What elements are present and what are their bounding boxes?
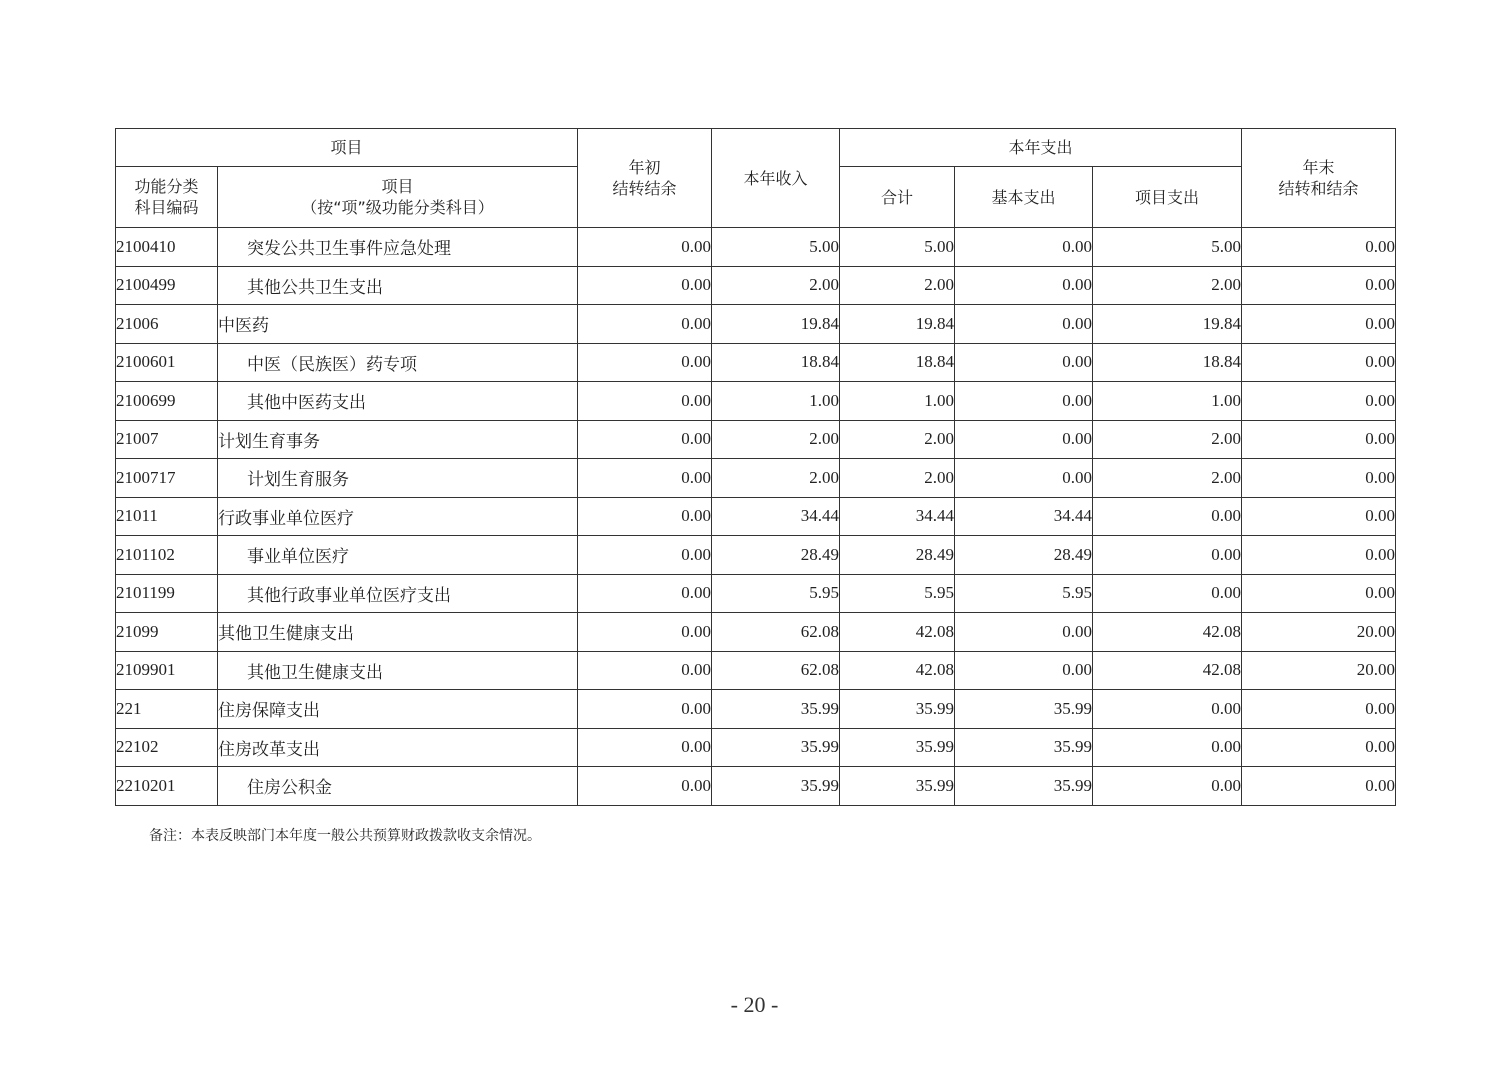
cell-end-balance: 0.00 [1242,690,1396,729]
cell-name: 其他中医药支出 [218,382,578,421]
cell-code: 21099 [116,613,218,652]
cell-expense-basic: 0.00 [955,420,1093,459]
cell-income: 2.00 [712,420,840,459]
cell-expense-project: 0.00 [1093,497,1242,536]
header-expense-group: 本年支出 [840,129,1242,167]
table-row [116,420,1396,459]
header-project-group: 项目 [116,129,578,167]
cell-income: 62.08 [712,613,840,652]
cell-begin-balance: 0.00 [578,613,712,652]
cell-name: 计划生育服务 [218,459,578,498]
table-row [116,728,1396,767]
cell-code: 2100699 [116,382,218,421]
cell-expense-basic: 35.99 [955,728,1093,767]
header-income: 本年收入 [712,129,840,228]
cell-expense-total: 1.00 [840,382,955,421]
cell-expense-project: 42.08 [1093,651,1242,690]
cell-end-balance: 0.00 [1242,305,1396,344]
cell-expense-total: 19.84 [840,305,955,344]
cell-expense-total: 35.99 [840,767,955,806]
cell-name: 行政事业单位医疗 [218,497,578,536]
cell-expense-project: 42.08 [1093,613,1242,652]
cell-expense-total: 42.08 [840,613,955,652]
cell-income: 35.99 [712,690,840,729]
cell-income: 2.00 [712,459,840,498]
header-begin-balance: 年初 结转结余 [578,129,712,228]
cell-expense-total: 2.00 [840,266,955,305]
cell-code: 2109901 [116,651,218,690]
cell-expense-basic: 35.99 [955,690,1093,729]
table-row [116,767,1396,806]
table-row [116,536,1396,575]
table-row [116,613,1396,652]
cell-begin-balance: 0.00 [578,690,712,729]
cell-begin-balance: 0.00 [578,536,712,575]
page-number: - 20 - [730,992,779,1017]
cell-expense-basic: 0.00 [955,613,1093,652]
cell-code: 2100601 [116,343,218,382]
cell-code: 2101102 [116,536,218,575]
cell-code: 2210201 [116,767,218,806]
table-row [116,497,1396,536]
cell-expense-basic: 0.00 [955,382,1093,421]
cell-name: 计划生育事务 [218,420,578,459]
cell-end-balance: 0.00 [1242,536,1396,575]
budget-table [115,128,1396,806]
cell-name: 其他卫生健康支出 [218,651,578,690]
cell-income: 5.00 [712,228,840,267]
cell-code: 2100499 [116,266,218,305]
cell-expense-project: 18.84 [1093,343,1242,382]
cell-expense-project: 19.84 [1093,305,1242,344]
cell-name: 中医药 [218,305,578,344]
table-row [116,343,1396,382]
cell-income: 2.00 [712,266,840,305]
cell-end-balance: 0.00 [1242,343,1396,382]
cell-name: 其他行政事业单位医疗支出 [218,574,578,613]
cell-expense-project: 0.00 [1093,574,1242,613]
cell-expense-project: 0.00 [1093,690,1242,729]
cell-end-balance: 0.00 [1242,728,1396,767]
cell-income: 5.95 [712,574,840,613]
cell-expense-total: 34.44 [840,497,955,536]
cell-expense-project: 1.00 [1093,382,1242,421]
table-row [116,651,1396,690]
header-end-balance: 年末 结转和结余 [1242,129,1396,228]
cell-code: 22102 [116,728,218,767]
cell-expense-project: 5.00 [1093,228,1242,267]
cell-name: 突发公共卫生事件应急处理 [218,228,578,267]
cell-expense-basic: 5.95 [955,574,1093,613]
cell-begin-balance: 0.00 [578,459,712,498]
cell-expense-project: 2.00 [1093,266,1242,305]
header-expense-total: 合计 [840,167,955,228]
cell-expense-total: 42.08 [840,651,955,690]
cell-end-balance: 0.00 [1242,574,1396,613]
cell-income: 28.49 [712,536,840,575]
cell-income: 35.99 [712,767,840,806]
cell-begin-balance: 0.00 [578,420,712,459]
cell-income: 1.00 [712,382,840,421]
cell-code: 221 [116,690,218,729]
cell-income: 19.84 [712,305,840,344]
cell-expense-basic: 34.44 [955,497,1093,536]
cell-begin-balance: 0.00 [578,728,712,767]
cell-end-balance: 0.00 [1242,497,1396,536]
cell-name: 住房改革支出 [218,728,578,767]
cell-begin-balance: 0.00 [578,228,712,267]
cell-begin-balance: 0.00 [578,382,712,421]
cell-expense-basic: 0.00 [955,651,1093,690]
cell-name: 事业单位医疗 [218,536,578,575]
cell-expense-total: 28.49 [840,536,955,575]
header-name: 项目 （按“项”级功能分类科目） [218,167,578,228]
cell-expense-total: 18.84 [840,343,955,382]
cell-income: 62.08 [712,651,840,690]
cell-name: 中医（民族医）药专项 [218,343,578,382]
table-row [116,574,1396,613]
table-row [116,459,1396,498]
footnote: 备注：本表反映部门本年度一般公共预算财政拨款收支余情况。 [149,828,541,844]
cell-end-balance: 0.00 [1242,459,1396,498]
cell-begin-balance: 0.00 [578,343,712,382]
cell-expense-total: 35.99 [840,728,955,767]
cell-end-balance: 0.00 [1242,767,1396,806]
table-row [116,690,1396,729]
cell-code: 2100717 [116,459,218,498]
cell-expense-project: 2.00 [1093,420,1242,459]
cell-income: 35.99 [712,728,840,767]
header-expense-basic: 基本支出 [955,167,1093,228]
cell-expense-project: 0.00 [1093,728,1242,767]
cell-expense-basic: 35.99 [955,767,1093,806]
cell-expense-project: 2.00 [1093,459,1242,498]
cell-income: 18.84 [712,343,840,382]
table-row [116,382,1396,421]
cell-expense-basic: 28.49 [955,536,1093,575]
cell-begin-balance: 0.00 [578,305,712,344]
cell-expense-basic: 0.00 [955,305,1093,344]
cell-name: 其他公共卫生支出 [218,266,578,305]
cell-begin-balance: 0.00 [578,651,712,690]
cell-expense-basic: 0.00 [955,266,1093,305]
cell-code: 21006 [116,305,218,344]
cell-expense-total: 2.00 [840,459,955,498]
header-code: 功能分类 科目编码 [116,167,218,228]
header-expense-project: 项目支出 [1093,167,1242,228]
cell-expense-total: 5.95 [840,574,955,613]
cell-expense-basic: 0.00 [955,343,1093,382]
cell-code: 21007 [116,420,218,459]
cell-end-balance: 0.00 [1242,382,1396,421]
table-row [116,228,1396,267]
cell-end-balance: 20.00 [1242,613,1396,652]
table-body [116,228,1396,806]
cell-code: 21011 [116,497,218,536]
cell-end-balance: 0.00 [1242,420,1396,459]
cell-expense-total: 5.00 [840,228,955,267]
cell-name: 其他卫生健康支出 [218,613,578,652]
cell-name: 住房保障支出 [218,690,578,729]
cell-expense-project: 0.00 [1093,767,1242,806]
cell-end-balance: 20.00 [1242,651,1396,690]
cell-name: 住房公积金 [218,767,578,806]
cell-begin-balance: 0.00 [578,497,712,536]
cell-expense-project: 0.00 [1093,536,1242,575]
cell-begin-balance: 0.00 [578,266,712,305]
table-row [116,305,1396,344]
cell-expense-total: 2.00 [840,420,955,459]
cell-expense-total: 35.99 [840,690,955,729]
cell-expense-basic: 0.00 [955,228,1093,267]
cell-begin-balance: 0.00 [578,767,712,806]
cell-end-balance: 0.00 [1242,228,1396,267]
table-row [116,266,1396,305]
cell-income: 34.44 [712,497,840,536]
cell-expense-basic: 0.00 [955,459,1093,498]
cell-end-balance: 0.00 [1242,266,1396,305]
cell-code: 2100410 [116,228,218,267]
cell-code: 2101199 [116,574,218,613]
cell-begin-balance: 0.00 [578,574,712,613]
